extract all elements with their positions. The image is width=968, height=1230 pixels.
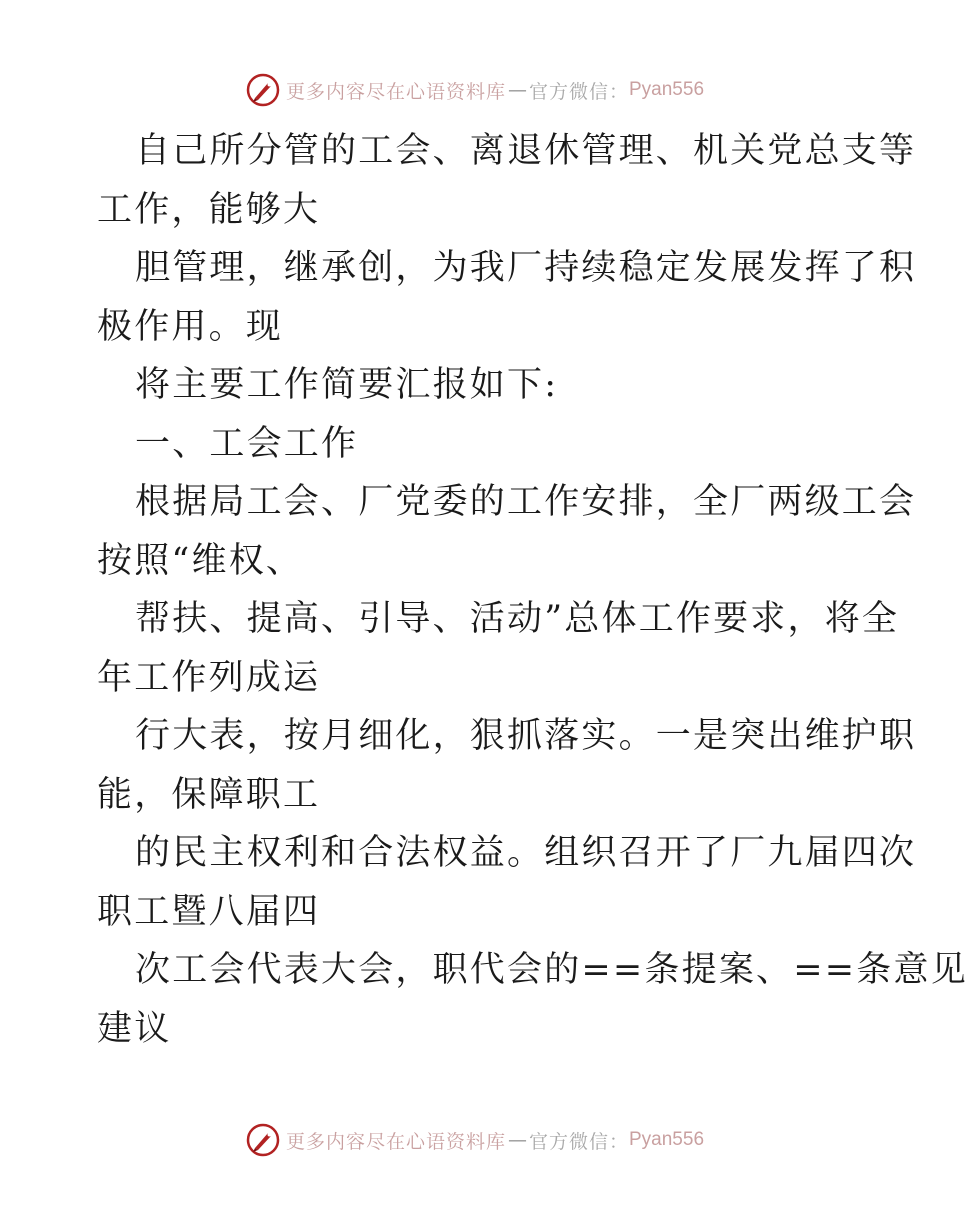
text-line: 年工作列成运 [97,657,321,698]
banner-main-text: 更多内容尽在心语资料库 [285,80,506,103]
document-body [97,122,968,1058]
text-line: 将主要工作简要汇报如下: [135,365,559,405]
footer-banner [0,1120,950,1160]
banner-wechat-handle: Pyan556 [629,1129,705,1150]
text-line: 工作，能够大 [97,189,321,230]
text-line: 的民主权利和合法权益。组织召开了厂九届四次 [135,833,917,873]
banner-wechat-label: 官方微信： [528,1130,629,1153]
text-line: 自己所分管的工会、离退休管理、机关党总支等 [135,131,917,171]
text-line: 根据局工会、厂党委的工作安排，全厂两级工会 [135,482,917,522]
pen-logo-icon [246,73,280,107]
banner-main-text: 更多内容尽在心语资料库 [285,1130,506,1153]
pen-logo-icon [246,1123,280,1157]
text-line: 次工会代表大会，职代会的==条提案、==条意见 [135,950,968,990]
banner-wechat-label: 官方微信： [528,80,629,103]
text-line: 职工暨八届四 [97,891,321,932]
text-line: 行大表，按月细化，狠抓落实。一是突出维护职 [135,716,917,756]
banner-separator: — [507,1129,527,1151]
banner-separator: — [507,79,527,101]
banner-wechat-handle: Pyan556 [629,79,705,100]
text-line: 帮扶、提高、引导、活动”总体工作要求，将全 [135,599,900,639]
header-banner [0,70,950,110]
text-line: 按照“维权、 [97,540,304,581]
text-line: 一、工会工作 [135,423,359,464]
text-line: 能，保障职工 [97,774,321,815]
text-line: 胆管理，继承创，为我厂持续稳定发展发挥了积 [135,248,917,288]
text-line: 建议 [97,1008,172,1049]
text-line: 极作用。现 [97,306,284,347]
